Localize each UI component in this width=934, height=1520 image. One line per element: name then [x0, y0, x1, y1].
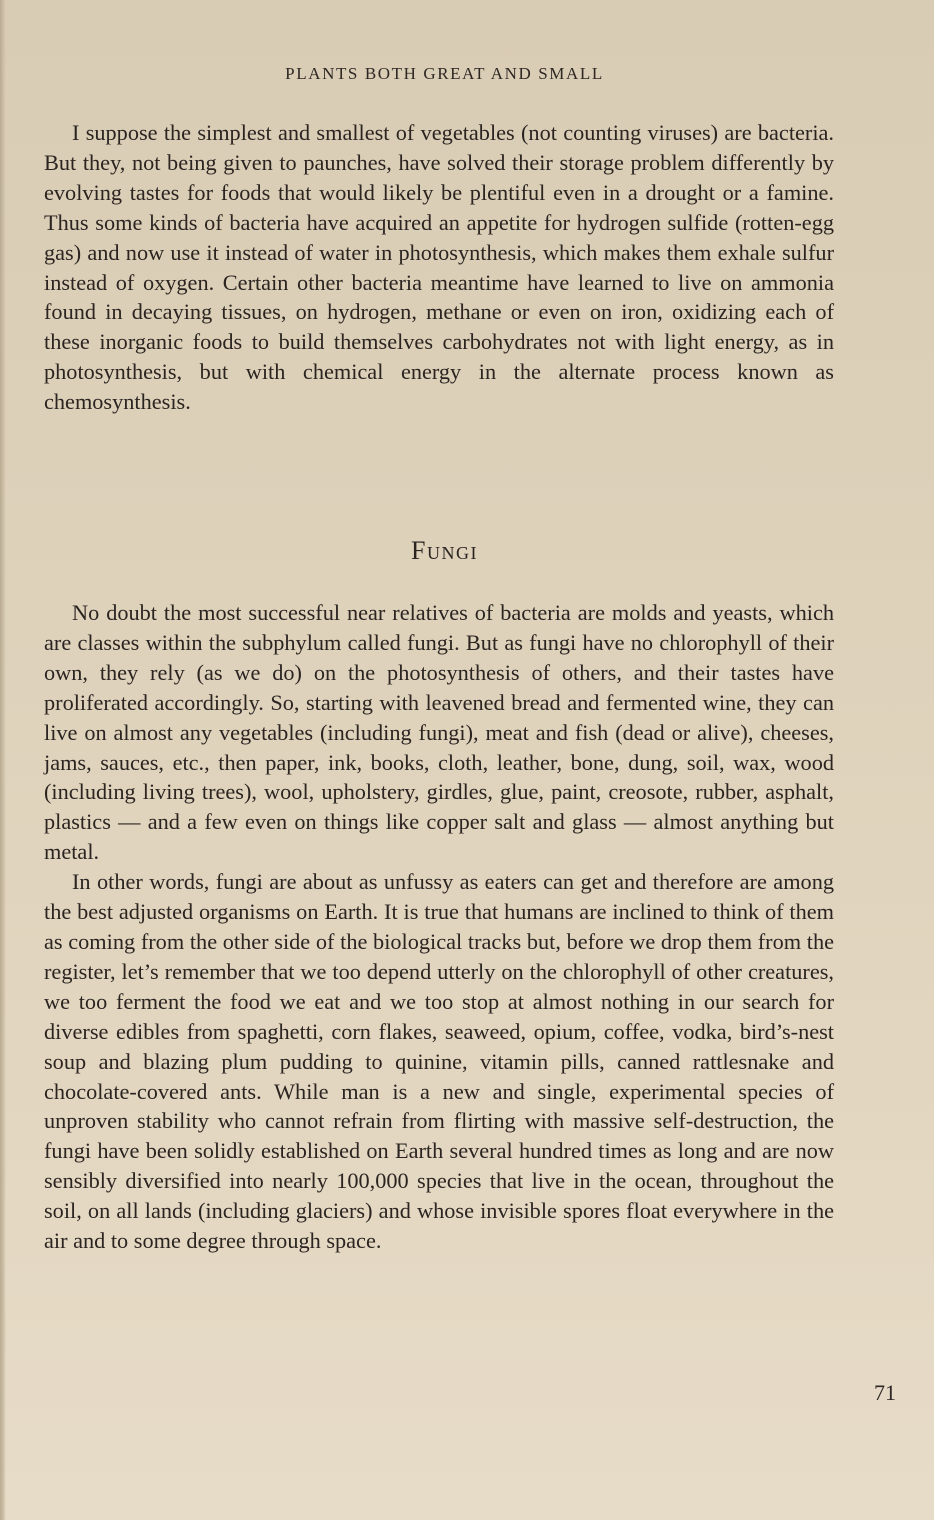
page-edge-shadow	[0, 0, 6, 1520]
section-text-block	[44, 598, 834, 1256]
body-paragraph: In other words, fungi are about as unfussy as eaters can get and therefore are among the best adjusted organisms on Earth. It is true that humans are inclined to think of them as coming from the other side of the biological tracks but, before we drop them from the register, let’s remember that we too depend utterly on the chlorophyll of other creatures, we too ferment the food we eat and we too stop at almost nothing in our search for diverse edibles from spaghetti, corn flakes, seaweed, opium, coffee, vodka, bird’s-nest soup and blazing plum pudding to quinine, vitamin pills, canned rattlesnake and chocolate-covered ants. While man is a new and single, experimental species of unproven stability who cannot refrain from flirting with massive self-destruction, the fungi have been solidly established on Earth several hundred times as long and are now sensibly diversified into nearly 100,000 species that live in the ocean, throughout the soil, on all lands (including glaciers) and whose invisible spores float everywhere in the air and to some degree through space.	[44, 869, 834, 1254]
body-paragraph: No doubt the most successful near relatives of bacteria are molds and yeasts, which are classes within the subphylum called fungi. But as fungi have no chlorophyll of their own, they rely (as we do) on the photosynthesis of others, and their tastes have proliferated accordingly. So, starting with leavened bread and fermented wine, they can live on almost any vegetables (including fungi), meat and fish (dead or alive), cheeses, jams, sauces, etc., then paper, ink, books, cloth, leather, bone, dung, soil, wax, wood (including living trees), wool, upholstery, girdles, glue, paint, creosote, rubber, asphalt, plastics — and a few even on things like copper salt and glass — almost anything but metal.	[44, 600, 834, 865]
section-title: Fungi	[411, 536, 478, 565]
intro-text-block	[44, 118, 834, 417]
running-head: PLANTS BOTH GREAT AND SMALL	[285, 64, 604, 83]
page-number: 71	[874, 1380, 896, 1405]
body-paragraph: I suppose the simplest and smallest of vegetables (not counting viruses) are bacteria. But they, not being given to paunches, have solved their storage problem differently by evolving tastes for foods that would likely be plentiful even in a drought or a famine. Thus some kinds of bacteria have acquired an appetite for hydrogen sulfide (rotten-egg gas) and now use it instead of water in photosynthesis, which makes them exhale sulfur instead of oxygen. Certain other bacteria meantime have learned to live on ammonia found in decaying tissues, on hydrogen, methane or even on iron, oxidizing each of these inorganic foods to build themselves carbohydrates not with light energy, as in photosynthesis, but with chemical energy in the alternate process known as chemosynthesis.	[44, 120, 834, 415]
